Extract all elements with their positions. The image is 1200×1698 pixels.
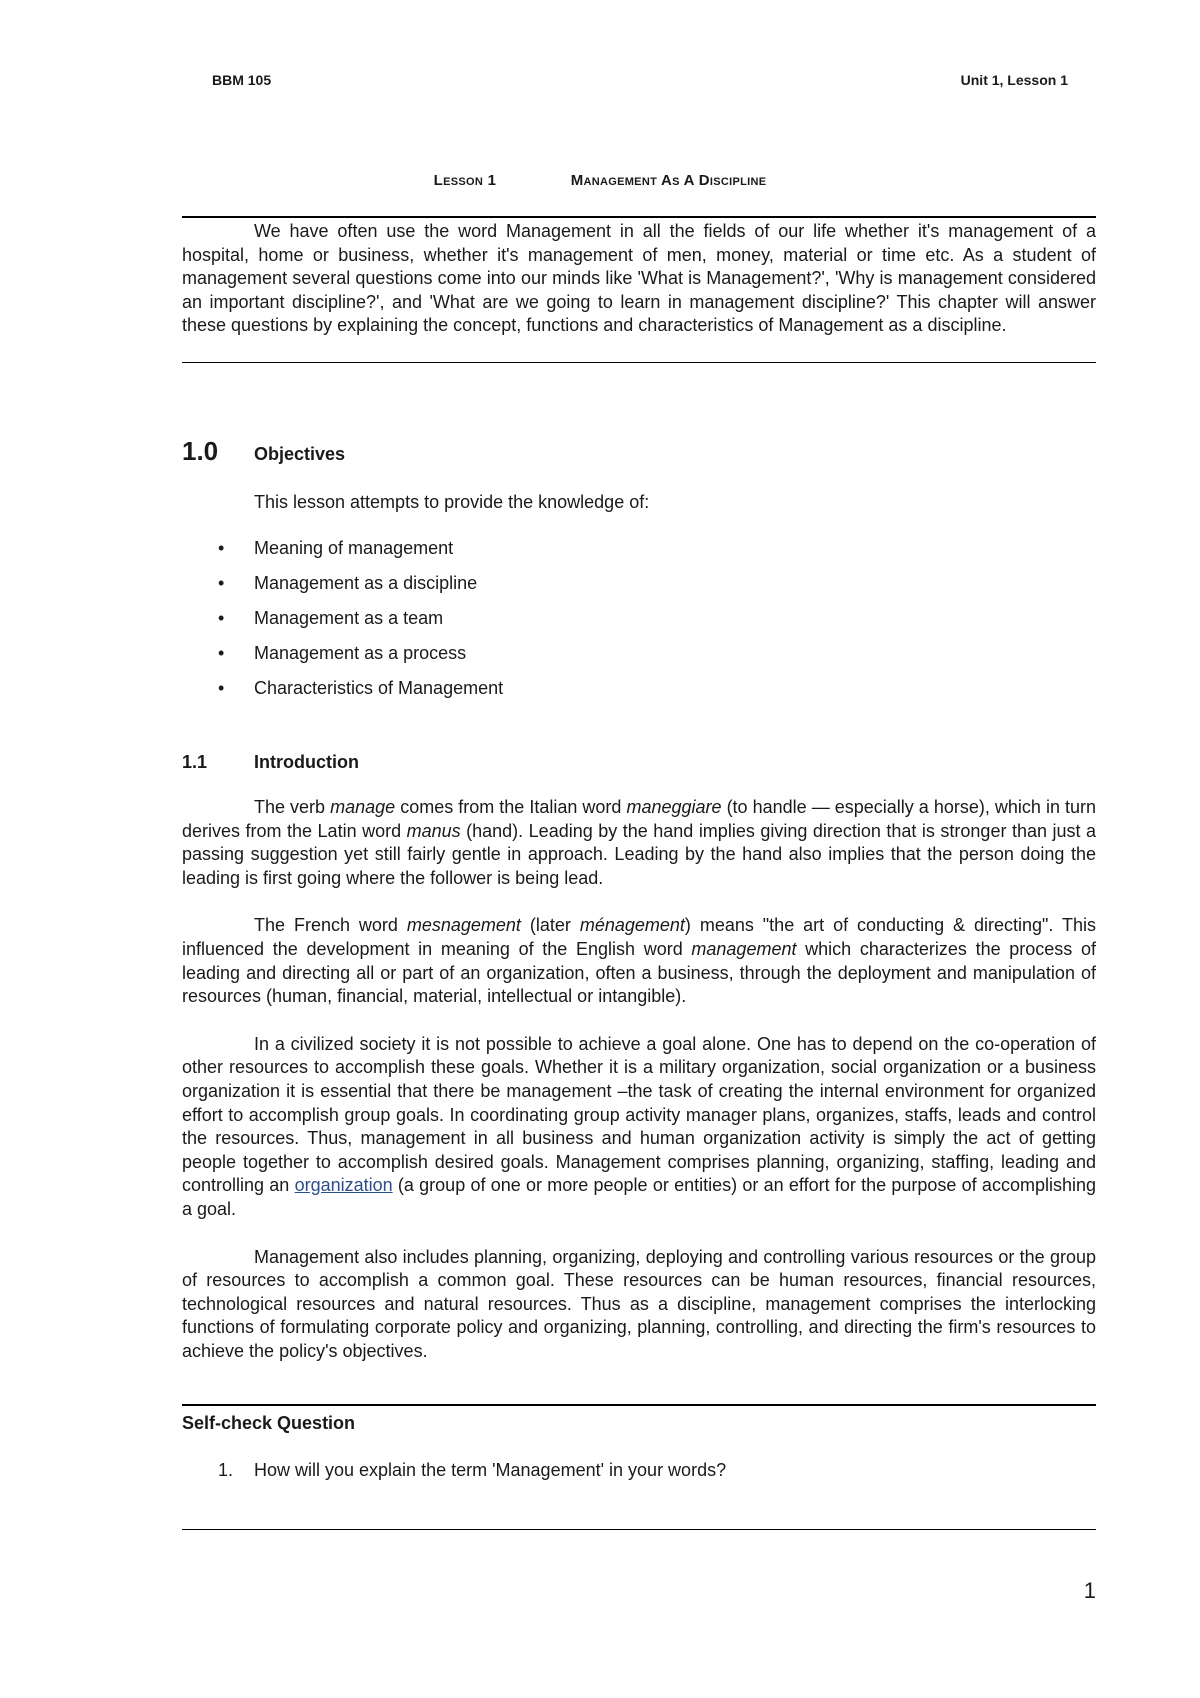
paragraph-society: In a civilized society it is not possible to achieve a goal alone. One has to depend on the co-operation of other resources to accomplish these goals. Whether it is a military organization, social organization or a business organization it is essential that there be management –the task of creating the internal environment for organized effort to accomplish group goals. In coordinating group activity manager plans, organizes, staffs, leads and control the resources. Thus, management in all business and human organization activity is simply the act of getting people together to accomplish desired goals. Management comprises planning, organizing, staffing, leading and controlling an organization (a group of one or more people or entities) or an effort for the purpose of accomplishing a goal. <box>182 1033 1096 1219</box>
list-item: • Management as a team <box>218 608 444 628</box>
self-check-heading: Self-check Question <box>182 1413 356 1433</box>
lesson-heading: Management As A Discipline <box>570 172 767 189</box>
bullet-icon: • <box>218 643 225 663</box>
section-title: Objectives <box>254 444 346 464</box>
bullet-icon: • <box>218 573 225 593</box>
introduction-body <box>182 796 1096 1363</box>
section-number: 1.0 <box>182 436 219 466</box>
divider <box>182 1404 1096 1406</box>
question-text: How will you explain the term 'Management' in your words? <box>254 1460 727 1480</box>
objectives-lead: This lesson attempts to provide the knowledge of: <box>254 492 650 512</box>
objectives-list <box>182 538 503 713</box>
divider <box>182 362 1096 363</box>
paragraph-french: The French word mesnagement (later ménagement) means "the art of conducting & directing". This influenced the development in meaning of the English word management which characterizes the process of leading and directing all or part of an organization, often a business, through the deployment and manipulation of resources (human, financial, material, intellectual or intangible). <box>182 915 1097 1007</box>
paragraph-etymology: The verb manage comes from the Italian word maneggiare (to handle — especially a horse), which in turn derives from the Latin word manus (hand). Leading by the hand implies giving direction that is stronger than just a passing suggestion yet still fairly gentle in approach. Leading by the hand also implies that the person doing the leading is first going where the follower is being lead. <box>182 797 1097 888</box>
list-item: • Management as a discipline <box>218 573 478 593</box>
organization-link[interactable]: organization <box>294 1175 393 1196</box>
divider <box>182 1529 1096 1530</box>
section-objectives-heading <box>182 436 345 467</box>
list-item: • Characteristics of Management <box>218 678 504 698</box>
section-introduction-heading <box>182 752 359 773</box>
lesson-title <box>0 172 1200 189</box>
paragraph-resources: Management also includes planning, organizing, deploying and controlling various resources or the group of resources to accomplish a common goal. These resources can be human resources, financial resources, technological resources and natural resources. Thus as a discipline, management comprises the interlocking functions of formulating corporate policy and organizing, planning, controlling, and directing the firm's resources to achieve the policy's objectives. <box>182 1246 1096 1361</box>
intro-box <box>182 220 1096 338</box>
bullet-icon: • <box>218 608 225 628</box>
header-unit-lesson: Unit 1, Lesson 1 <box>960 72 1068 88</box>
section-number: 1.1 <box>182 752 208 772</box>
bullet-icon: • <box>218 678 225 698</box>
self-check-question <box>218 1460 726 1481</box>
intro-paragraph: We have often use the word Management in all the fields of our life whether it's management of a hospital, home or business, whether it's management of men, money, material or time etc. As a student of management several questions come into our minds like 'What is Management?', 'Why is management considered an important discipline?', and 'What are we going to learn in management discipline?' This chapter will answer these questions by explaining the concept, functions and characteristics of Management as a discipline. <box>182 221 1096 336</box>
section-title: Introduction <box>254 752 359 772</box>
list-item: • Meaning of management <box>218 538 454 558</box>
bullet-icon: • <box>218 538 225 558</box>
page-number: 1 <box>1083 1578 1096 1603</box>
list-item: • Management as a process <box>218 643 467 663</box>
question-number: 1. <box>218 1460 234 1480</box>
lesson-number: Lesson 1 <box>433 172 497 189</box>
divider <box>182 216 1096 218</box>
header-course-code: BBM 105 <box>212 72 272 88</box>
